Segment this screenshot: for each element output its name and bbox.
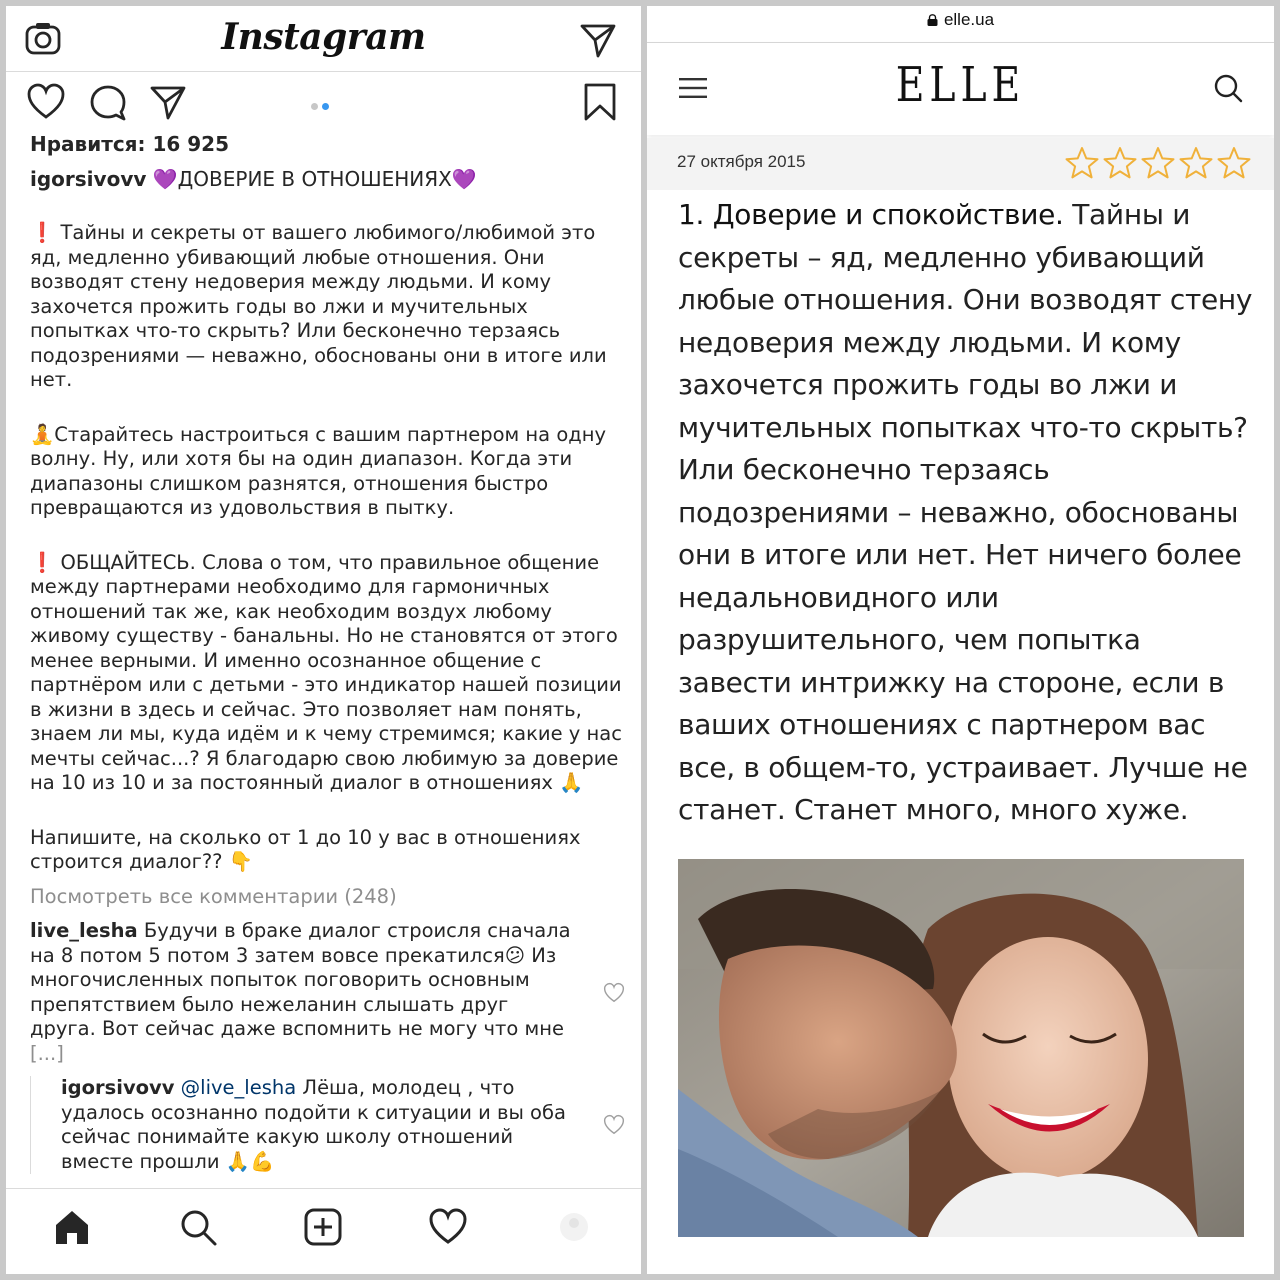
carousel-dot (311, 103, 318, 110)
meditation-icon: 🧘 (30, 422, 55, 446)
instagram-screen (6, 6, 641, 1274)
instagram-logo: Instagram (221, 16, 426, 58)
carousel-dots (311, 97, 333, 115)
comment-like-icon[interactable] (603, 982, 625, 1004)
caption-text: Тайны и секреты от вашего любимого/любимой это яд, медленно убивающий любые отношения. Они возводят стену недоверия между людьми. И кому захочется прожить годы во лжи и мучительных попытках что-то скрыть? Или бесконечно терзаясь подозрениями — неважно, обоснованы они в итоге или нет. (30, 221, 607, 391)
article-date: 27 октября 2015 (677, 152, 806, 171)
caption-paragraph (30, 551, 625, 796)
pray-icon: 🙏 (559, 771, 584, 794)
elle-logo[interactable]: ELLE (895, 57, 1026, 113)
url-text: elle.ua (943, 10, 995, 29)
caption-paragraph (30, 826, 625, 875)
caption-header (30, 167, 625, 192)
point-down-icon: 👇 (228, 850, 253, 873)
comment-mention[interactable]: @live_lesha (174, 1076, 297, 1099)
comment-text: Лёша, молодец , что удалось осознанно подойти к ситуации и вы оба сейчас понимайте какую школу отношений вместе прошли (61, 1076, 566, 1173)
star-icon[interactable] (1103, 146, 1137, 180)
exclamation-icon: ❗ (30, 550, 55, 574)
comment-text: Будучи в браке диалог строисля сначала на 8 потом 5 потом 3 затем вовсе прекатился (30, 919, 571, 967)
post-body (30, 132, 625, 1184)
star-icon[interactable] (1179, 146, 1213, 180)
caption-text: Старайтесь настроиться с вашим партнером на одну волну. Ну, или хотя бы на один диапазон. Когда эти диапазоны слишком разнятся, отношения быстро превращаются из удовольствия в пытку. (30, 422, 607, 519)
rating-stars[interactable] (1061, 146, 1251, 185)
instagram-header (6, 6, 641, 72)
carousel-dot-active (322, 103, 329, 110)
confused-face-icon: 😕 (504, 943, 526, 967)
comment-text: Из многочисленных попыток поговорить основным препятствием было нежеланин слышать друг друга. Вот сейчас даже вспомнить не могу что мне (30, 943, 564, 1040)
pray-muscle-icon: 🙏💪 (225, 1149, 275, 1173)
exclamation-icon: ❗ (30, 221, 55, 244)
profile-icon[interactable] (554, 1207, 594, 1247)
comment-like-icon[interactable] (603, 1114, 625, 1136)
star-icon[interactable] (1141, 146, 1175, 180)
caption-text: Напишите, на сколько от 1 до 10 у вас в отношениях строится диалог?? (30, 825, 581, 873)
purple-heart-icon: 💜 (152, 166, 178, 191)
post-actions (6, 76, 641, 126)
home-icon[interactable] (52, 1207, 92, 1247)
add-post-icon[interactable] (303, 1207, 343, 1247)
comment-more-link[interactable]: [...] (30, 1041, 64, 1065)
comment-author[interactable]: live_lesha (30, 919, 138, 942)
comment (30, 919, 625, 1066)
activity-heart-icon[interactable] (428, 1207, 468, 1247)
direct-message-icon[interactable] (578, 20, 618, 60)
view-all-comments-link[interactable]: Посмотреть все комментарии (248) (30, 884, 397, 908)
like-heart-icon[interactable] (26, 82, 66, 122)
star-icon[interactable] (1217, 146, 1251, 180)
browser-url-bar[interactable] (647, 6, 1274, 42)
star-icon[interactable] (1065, 146, 1099, 180)
comment-reply (30, 1076, 625, 1174)
comment-author[interactable]: igorsivovv (61, 1076, 175, 1099)
caption-paragraph (30, 423, 625, 521)
share-icon[interactable] (148, 82, 188, 122)
article-meta-band (647, 138, 1274, 190)
caption-author[interactable]: igorsivovv (30, 166, 147, 191)
article-body: Тайны и секреты – яд, медленно убивающий любые отношения. Они возводят стену недоверия между людьми. И кому захочется прожить годы во лжи и мучительных попытках что-то скрыть? Или бесконечно терзаясь подозрениями – неважно, обоснованы они в итоге или нет. Нет ничего более недальновидного или разрушительного, чем попытка завести интрижку на стороне, если в ваших отношениях с партнером вас все, в общем-то, устраивает. Лучше не станет. Станет много, много хуже. (678, 198, 1253, 826)
caption-paragraph (30, 221, 625, 393)
caption-title: ДОВЕРИЕ В ОТНОШЕНИЯХ (177, 166, 452, 191)
article-text (678, 194, 1258, 832)
couple-photo (678, 859, 1244, 1237)
purple-heart-icon: 💜 (451, 166, 477, 191)
elle-screen (647, 6, 1274, 1274)
likes-count[interactable]: Нравится: 16 925 (30, 132, 230, 156)
lock-icon (927, 14, 938, 26)
caption-text: ОБЩАЙТЕСЬ. Слова о том, что правильное общение между партнерами необходимо для гармоничных отношений так же, как необходим воздух любому живому существу - банальны. Но не становятся от этого менее верными. И именно осознанное общение с партнёром или с детьми - это индикатор нашей позиции в жизни в здесь и сейчас. Это позволяет нам понять, знаем ли мы, куда идём и к чему стремимся; какие у нас мечты сейчас...? Я благодарю свою любимую за доверие на 10 из 10 и за постоянный диалог в отношениях (30, 550, 622, 794)
bottom-tab-bar (6, 1188, 641, 1274)
search-icon[interactable] (178, 1207, 218, 1247)
comment-icon[interactable] (88, 82, 128, 122)
article-lead: 1. Доверие и спокойствие. (678, 198, 1064, 231)
bookmark-icon[interactable] (580, 82, 620, 122)
search-icon[interactable] (1213, 73, 1243, 103)
elle-nav-bar (647, 43, 1274, 135)
